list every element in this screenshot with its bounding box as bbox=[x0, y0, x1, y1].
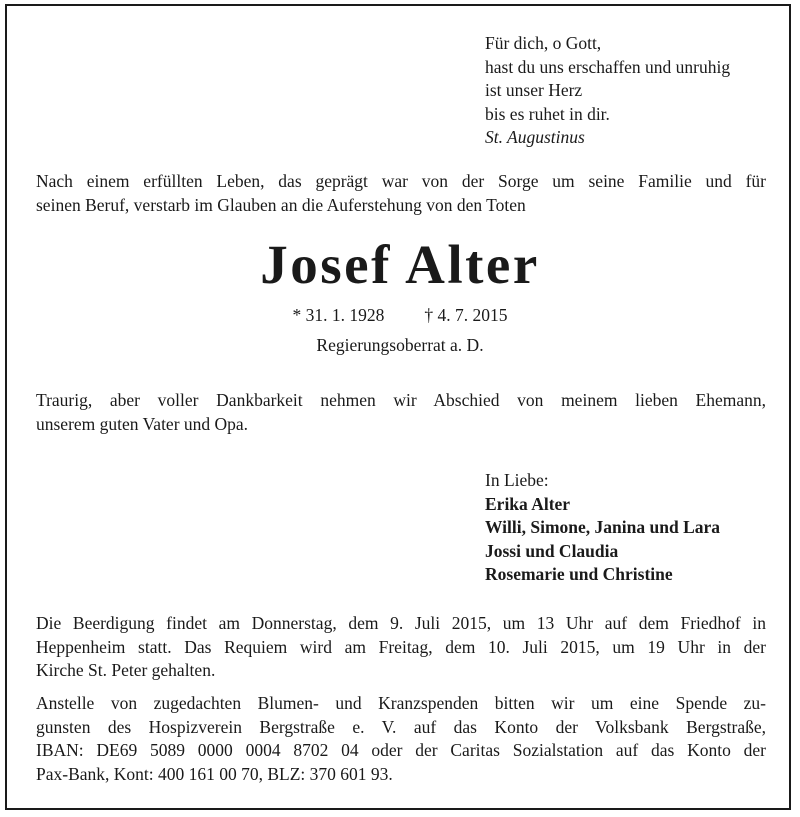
mourner-name: Rosemarie und Christine bbox=[485, 564, 673, 585]
intro-paragraph bbox=[36, 170, 766, 217]
farewell-paragraph bbox=[36, 389, 766, 436]
mourners-label: In Liebe: bbox=[485, 470, 549, 490]
mourners-block bbox=[485, 469, 720, 587]
farewell-line: unserem guten Vater und Opa. bbox=[36, 413, 249, 434]
mourner-name: Willi, Simone, Janina und Lara bbox=[485, 517, 721, 538]
mourner-name: Jossi und Claudia bbox=[485, 540, 619, 561]
deceased-title: Regierungsoberrat a. D. bbox=[316, 335, 484, 355]
birth-date: * 31. 1. 1928 bbox=[292, 305, 385, 325]
funeral-line: Kirche St. Peter gehalten. bbox=[36, 660, 216, 681]
quote-line: bis es ruhet in dir. bbox=[485, 103, 610, 124]
intro-line: seinen Beruf, verstarb im Glauben an die Auferstehung von den Toten bbox=[36, 194, 526, 215]
quote-line: Für dich, o Gott, bbox=[485, 33, 602, 53]
quote-line: hast du uns erschaffen und unruhig bbox=[485, 56, 731, 77]
epigraph-quote bbox=[485, 32, 730, 150]
funeral-paragraph bbox=[36, 612, 766, 683]
quote-author: St. Augustinus bbox=[485, 127, 585, 148]
donation-line: Anstelle von zugedachten Blumen- und Kranzspenden bitten wir um eine Spende zu- bbox=[36, 693, 766, 713]
donation-line: Pax-Bank, Kont: 400 161 00 70, BLZ: 370 601 93. bbox=[36, 763, 393, 784]
donation-line: IBAN: DE69 5089 0000 0004 8702 04 oder der Caritas Sozialstation auf das Konto der bbox=[36, 740, 766, 761]
death-date: † 4. 7. 2015 bbox=[424, 305, 508, 325]
quote-line: ist unser Herz bbox=[485, 80, 583, 101]
intro-line: Nach einem erfüllten Leben, das geprägt war von der Sorge um seine Familie und für bbox=[36, 171, 766, 191]
life-dates bbox=[0, 303, 800, 327]
funeral-line: Heppenheim statt. Das Requiem wird am Freitag, dem 10. Juli 2015, um 19 Uhr in der bbox=[36, 636, 766, 657]
donation-line: gunsten des Hospizverein Bergstraße e. V. auf das Konto der Volksbank Bergstraße, bbox=[36, 716, 766, 737]
farewell-line: Traurig, aber voller Dankbarkeit nehmen wir Abschied von meinem lieben Ehemann, bbox=[36, 390, 766, 410]
donation-paragraph bbox=[36, 692, 766, 786]
deceased-name: Josef Alter bbox=[260, 234, 540, 295]
mourner-name: Erika Alter bbox=[485, 493, 571, 514]
funeral-line: Die Beerdigung findet am Donnerstag, dem 9. Juli 2015, um 13 Uhr auf dem Friedhof in bbox=[36, 613, 766, 633]
